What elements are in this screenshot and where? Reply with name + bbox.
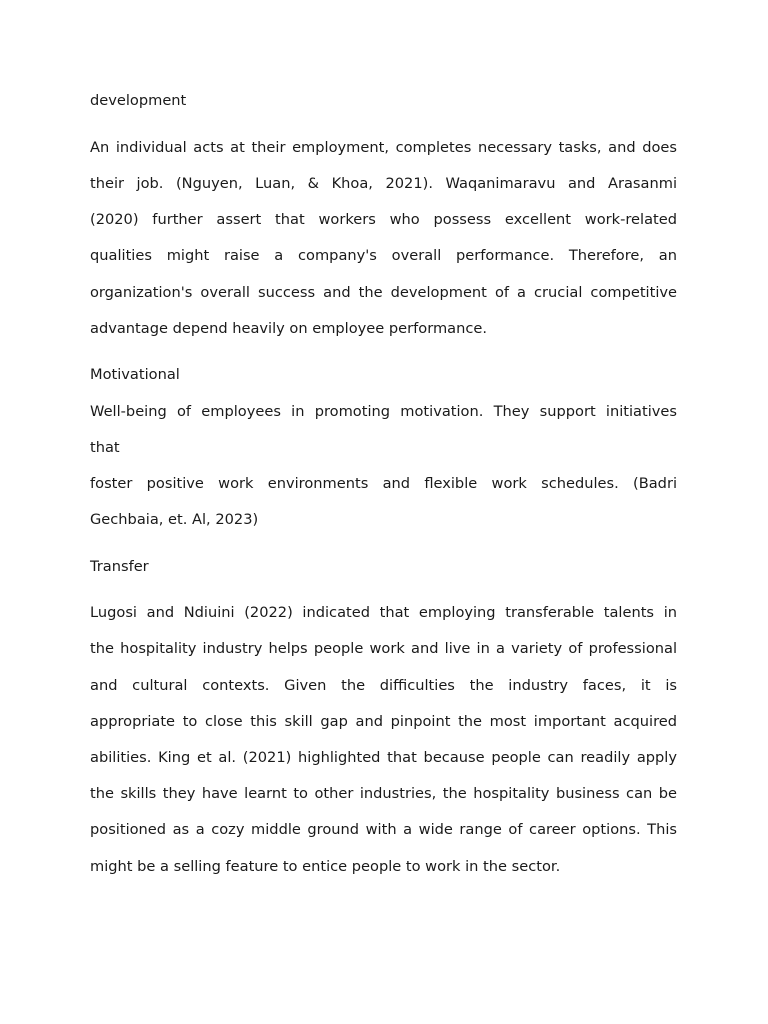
paragraph-line: abilities. King et al. (2021) highlighted that because people can readily apply [90, 749, 677, 766]
paragraph-line: qualities might raise a company's overall performance. Therefore, an [90, 247, 677, 264]
heading-transfer: Transfer [90, 558, 149, 575]
paragraph-line: might be a selling feature to entice people to work in the sector. [90, 858, 561, 875]
paragraph-line: Gechbaia, et. Al, 2023) [90, 511, 259, 528]
paragraph-line: Lugosi and Ndiuini (2022) indicated that employing transferable talents in [90, 604, 677, 621]
paragraph-line: foster positive work environments and flexible work schedules. (Badri [90, 475, 677, 492]
paragraph-line: positioned as a cozy middle ground with a wide range of career options. This [90, 821, 677, 838]
paragraph-line: their job. (Nguyen, Luan, & Khoa, 2021). Waqanimaravu and Arasanmi [90, 175, 677, 192]
paragraph-line: the hospitality industry helps people work and live in a variety of professional [90, 640, 677, 657]
paragraph-line: advantage depend heavily on employee performance. [90, 320, 488, 337]
paragraph-line: that [90, 439, 120, 456]
paragraph-line: (2020) further assert that workers who possess excellent work-related [90, 211, 677, 228]
paragraph-line: appropriate to close this skill gap and pinpoint the most important acquired [90, 713, 677, 730]
heading-motivational: Motivational [90, 366, 180, 383]
paragraph-line: Well-being of employees in promoting motivation. They support initiatives [90, 403, 677, 420]
paragraph-line: organization's overall success and the development of a crucial competitive [90, 284, 677, 301]
heading-development: development [90, 92, 187, 109]
paragraph-line: and cultural contexts. Given the difficulties the industry faces, it is [90, 677, 677, 694]
paragraph-line: the skills they have learnt to other industries, the hospitality business can be [90, 785, 677, 802]
paragraph-line: An individual acts at their employment, completes necessary tasks, and does [90, 139, 677, 156]
